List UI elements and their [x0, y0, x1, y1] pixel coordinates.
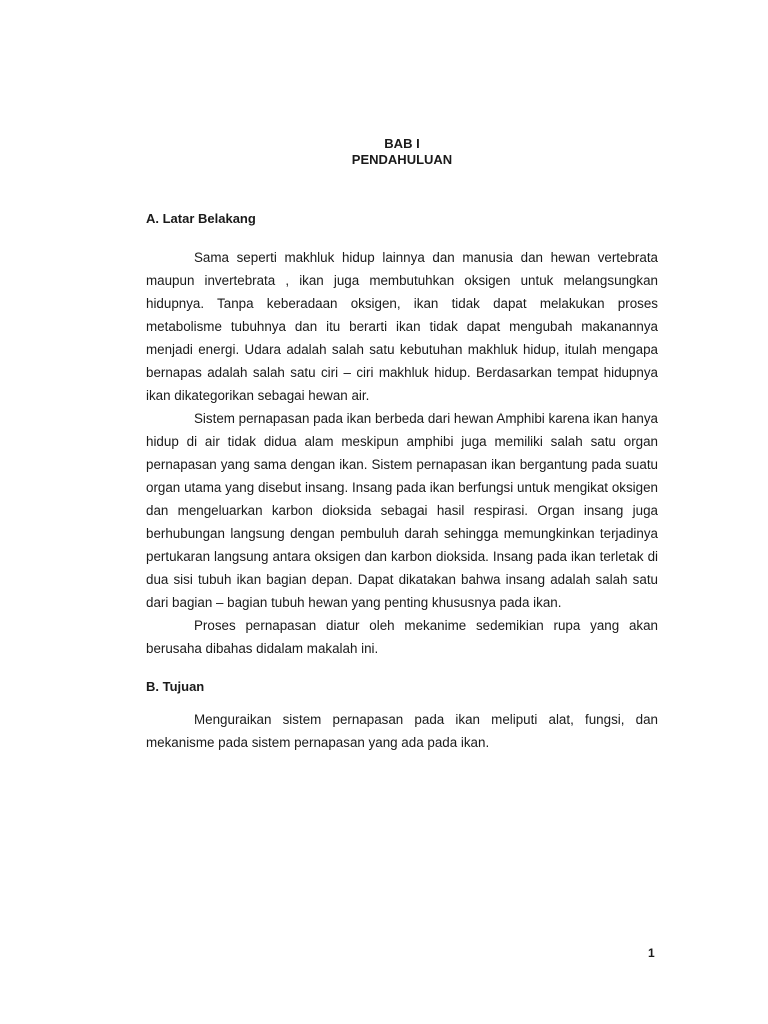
paragraph-tujuan-1: Menguraikan sistem pernapasan pada ikan meliputi alat, fungsi, dan mekanisme pada sistem pernapasan yang ada pada ikan. [146, 712, 658, 750]
paragraph-latar-1: Sama seperti makhluk hidup lainnya dan manusia dan hewan vertebrata maupun invertebrata , ikan juga membutuhkan oksigen untuk melangsungkan hidupnya. Tanpa keberadaan oksigen, ikan tidak dapat melakukan proses metabolisme tubuhnya dan itu berarti ikan tidak dapat mengubah makanannya menjadi energi. Udara adalah salah satu kebutuhan makhluk hidup, itulah mengapa bernapas adalah salah satu ciri – ciri makhluk hidup. Berdasarkan tempat hidupnya ikan dikategorikan sebagai hewan air. [146, 250, 658, 403]
section-heading-latar-belakang: A. Latar Belakang [146, 211, 256, 226]
chapter-heading [0, 136, 768, 168]
paragraph-latar-3: Proses pernapasan diatur oleh mekanime sedemikian rupa yang akan berusaha dibahas didalam makalah ini. [146, 618, 658, 656]
paragraph-latar-2: Sistem pernapasan pada ikan berbeda dari hewan Amphibi karena ikan hanya hidup di air tidak didua alam meskipun amphibi juga memiliki salah satu organ pernapasan yang sama dengan ikan. Sistem pernapasan ikan bergantung pada suatu organ utama yang disebut insang. Insang pada ikan berfungsi untuk mengikat oksigen dan mengeluarkan karbon dioksida sebagai hasil respirasi. Organ insang juga berhubungan langsung dengan pembuluh darah sehingga memungkinkan terjadinya pertukaran langsung antara oksigen dan karbon dioksida. Insang pada ikan terletak di dua sisi tubuh ikan bagian depan. Dapat dikatakan bahwa insang adalah salah satu dari bagian – bagian tubuh hewan yang penting khususnya pada ikan. [146, 411, 658, 610]
page-number: 1 [648, 946, 655, 960]
section-heading-tujuan: B. Tujuan [146, 679, 205, 694]
document-body [146, 208, 658, 754]
chapter-title: PENDAHULUAN [351, 152, 453, 167]
chapter-number: BAB I [384, 136, 420, 151]
